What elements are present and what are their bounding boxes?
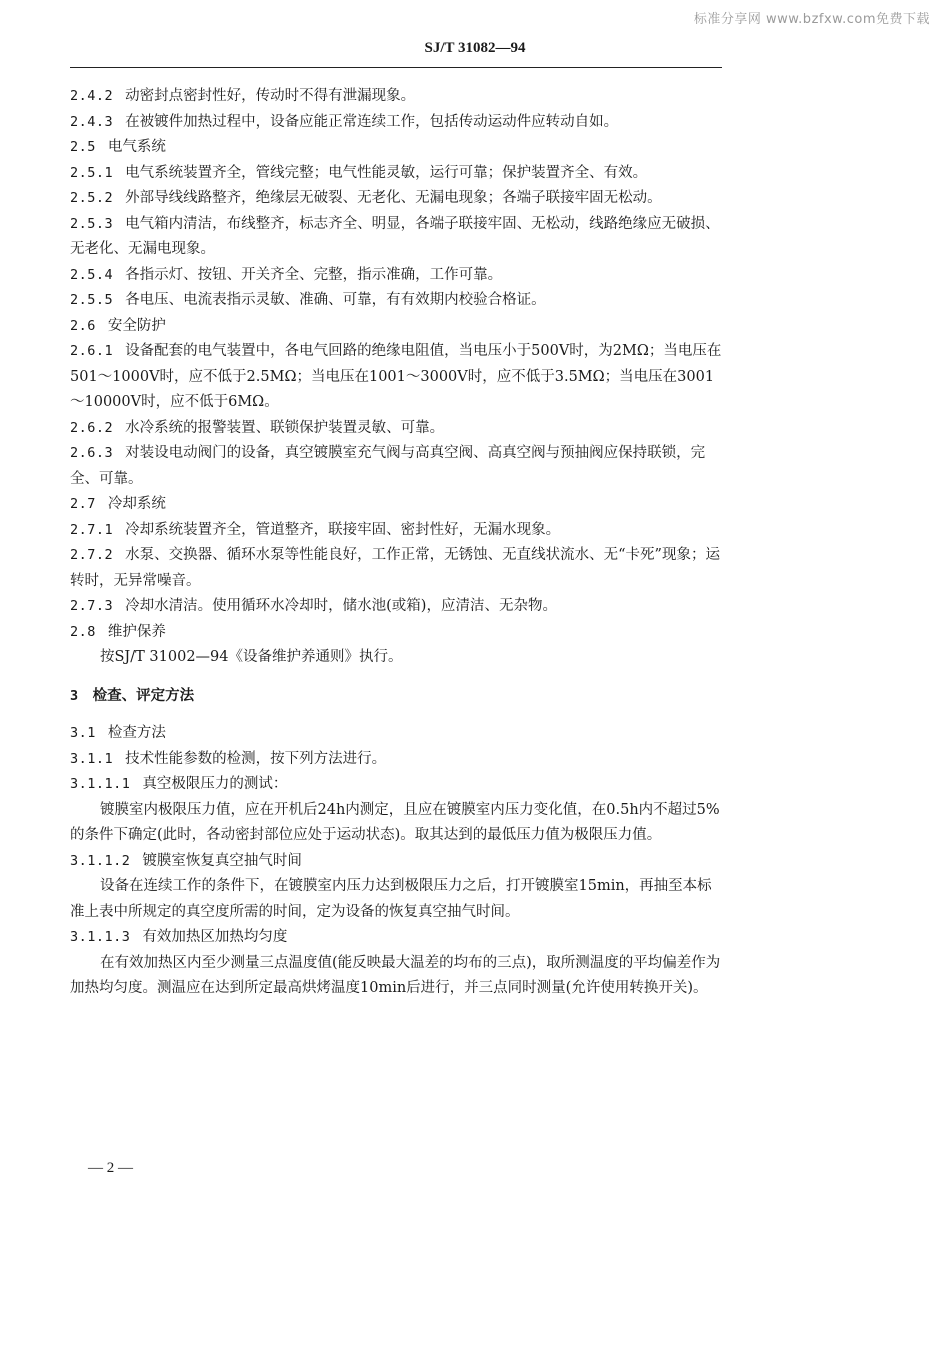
clause-number: 2.6.1 — [70, 343, 114, 359]
clause-number: 2.7.2 — [70, 547, 114, 563]
page-header: SJ/T 31082—94 — [424, 40, 526, 56]
clause-number: 3.1.1 — [70, 750, 114, 767]
clause — [70, 314, 722, 340]
clause — [70, 798, 722, 849]
clause-number: 2.5 — [70, 139, 96, 155]
clause-text: 电气箱内清洁，布线整齐，标志齐全、明显，各端子联接牢固、无松动，线路绝缘应无破损、无老化、无漏电现象。 — [70, 215, 720, 257]
clause-number: 2.7 — [70, 496, 96, 512]
clause-text: 水泵、交换器、循环水泵等性能良好，工作正常，无锈蚀、无直线状流水、无“卡死”现象；运转时，无异常噪音。 — [70, 547, 720, 589]
clause — [70, 951, 722, 1002]
clause-text: 冷却系统装置齐全，管道整齐，联接牢固、密封性好，无漏水现象。 — [125, 521, 561, 538]
clause-number: 2.7.1 — [70, 521, 114, 538]
clause — [70, 772, 722, 798]
clause — [70, 416, 722, 442]
clauses-section-2 — [70, 84, 722, 671]
watermark: 标准分享网 www.bzfxw.com免费下载 — [693, 12, 930, 27]
clause-text: 设备配套的电气装置中，各电气回路的绝缘电阻值，当电压小于500V时，为2MΩ；当电压在501～1000V时，应不低于2.5MΩ；当电压在1001～3000V时，应不低于3.5MΩ；当电压在3001～10000V时，应不低于6MΩ。 — [70, 343, 722, 410]
page-number: — 2 — — [88, 1160, 133, 1176]
clause-text: 镀膜室恢复真空抽气时间 — [142, 852, 302, 869]
clause-number: 2.4.3 — [70, 113, 114, 130]
clause-text: 技术性能参数的检测，按下列方法进行。 — [125, 750, 387, 767]
clause-text: 真空极限压力的测试： — [142, 776, 288, 792]
clause-number: 3.1.1.3 — [70, 929, 131, 945]
clause-number: 3.1.1.1 — [70, 776, 131, 792]
clause — [70, 161, 722, 187]
clause-number: 2.5.1 — [70, 164, 114, 181]
clause — [70, 186, 722, 212]
clause-text: 动密封点密封性好，传动时不得有泄漏现象。 — [125, 88, 416, 104]
clause — [70, 441, 722, 492]
clause-text: 设备在连续工作的条件下，在镀膜室内压力达到极限压力之后，打开镀膜室15min，再抽至本标准上表中所规定的真空度所需的时间，定为设备的恢复真空抽气时间。 — [70, 878, 712, 920]
clause — [70, 212, 722, 263]
clause — [70, 645, 722, 671]
header-rule — [70, 67, 722, 68]
clause-text: 电气系统装置齐全，管线完整；电气性能灵敏，运行可靠；保护装置齐全、有效。 — [125, 164, 648, 181]
clause — [70, 925, 722, 951]
clause-number: 2.6.3 — [70, 445, 114, 461]
clause-text: 各电压、电流表指示灵敏、准确、可靠，有有效期内校验合格证。 — [125, 292, 546, 308]
clause-text: 在有效加热区内至少测量三点温度值(能反映最大温差的均布的三点)，取所测温度的平均偏差作为加热均匀度。测温应在达到所定最高烘烤温度10min后进行，并三点同时测量(允许使用转换开关)。 — [70, 954, 721, 996]
clause-number: 2.4.2 — [70, 88, 114, 104]
clause — [70, 263, 722, 289]
clause-number: 2.6 — [70, 317, 96, 334]
clause-text: 按SJ/T 31002—94《设备维护养通则》执行。 — [100, 649, 403, 665]
clause-text: 水冷系统的报警装置、联锁保护装置灵敏、可靠。 — [125, 419, 445, 436]
clause-text: 对装设电动阀门的设备，真空镀膜室充气阀与高真空阀、高真空阀与预抽阀应保持联锁，完全、可靠。 — [70, 445, 706, 487]
clause — [70, 288, 722, 314]
clause-number: 2.8 — [70, 623, 96, 640]
clauses-section-3 — [70, 721, 722, 1002]
clause-number: 2.5.5 — [70, 292, 114, 308]
clause — [70, 492, 722, 518]
clause — [70, 518, 722, 544]
clause-text: 安全防护 — [107, 317, 166, 334]
clause — [70, 135, 722, 161]
section-3-heading — [70, 683, 722, 710]
clause — [70, 110, 722, 136]
clause-number: 2.5.2 — [70, 190, 114, 206]
clause — [70, 84, 722, 110]
clause — [70, 849, 722, 875]
clause-text: 维护保养 — [107, 623, 166, 640]
clause — [70, 620, 722, 646]
clause-text: 检查方法 — [107, 725, 166, 741]
clause — [70, 339, 722, 416]
clause — [70, 543, 722, 594]
clause-number: 2.5.4 — [70, 266, 114, 283]
clause-text: 在被镀件加热过程中，设备应能正常连续工作，包括传动运动件应转动自如。 — [125, 113, 619, 130]
clause-number: 2.6.2 — [70, 419, 114, 436]
clause — [70, 594, 722, 620]
clause-text: 各指示灯、按钮、开关齐全、完整，指示准确，工作可靠。 — [125, 266, 503, 283]
clause-number: 2.5.3 — [70, 215, 114, 232]
clause-number: 3.1.1.2 — [70, 852, 131, 869]
clause — [70, 747, 722, 773]
clause-text: 冷却系统 — [107, 496, 166, 512]
clause — [70, 874, 722, 925]
clause-text: 有效加热区加热均匀度 — [142, 929, 288, 945]
clause-number: 3.1 — [70, 725, 96, 741]
clause — [70, 721, 722, 747]
clause-text: 外部导线线路整齐，绝缘层无破裂、无老化、无漏电现象；各端子联接牢固无松动。 — [125, 190, 662, 206]
clause-text: 电气系统 — [107, 139, 166, 155]
section-number: 3 — [70, 687, 79, 704]
document-body — [70, 84, 722, 1002]
clause-text: 冷却水清洁。使用循环水冷却时，储水池(或箱)，应清洁、无杂物。 — [125, 598, 557, 614]
section-title: 检查、评定方法 — [92, 686, 195, 704]
clause-text: 镀膜室内极限压力值，应在开机后24h内测定，且应在镀膜室内压力变化值，在0.5h内不超过5%的条件下确定(此时，各动密封部位应处于运动状态)。取其达到的最低压力值为极限压力值。 — [70, 801, 720, 843]
clause-number: 2.7.3 — [70, 598, 114, 614]
